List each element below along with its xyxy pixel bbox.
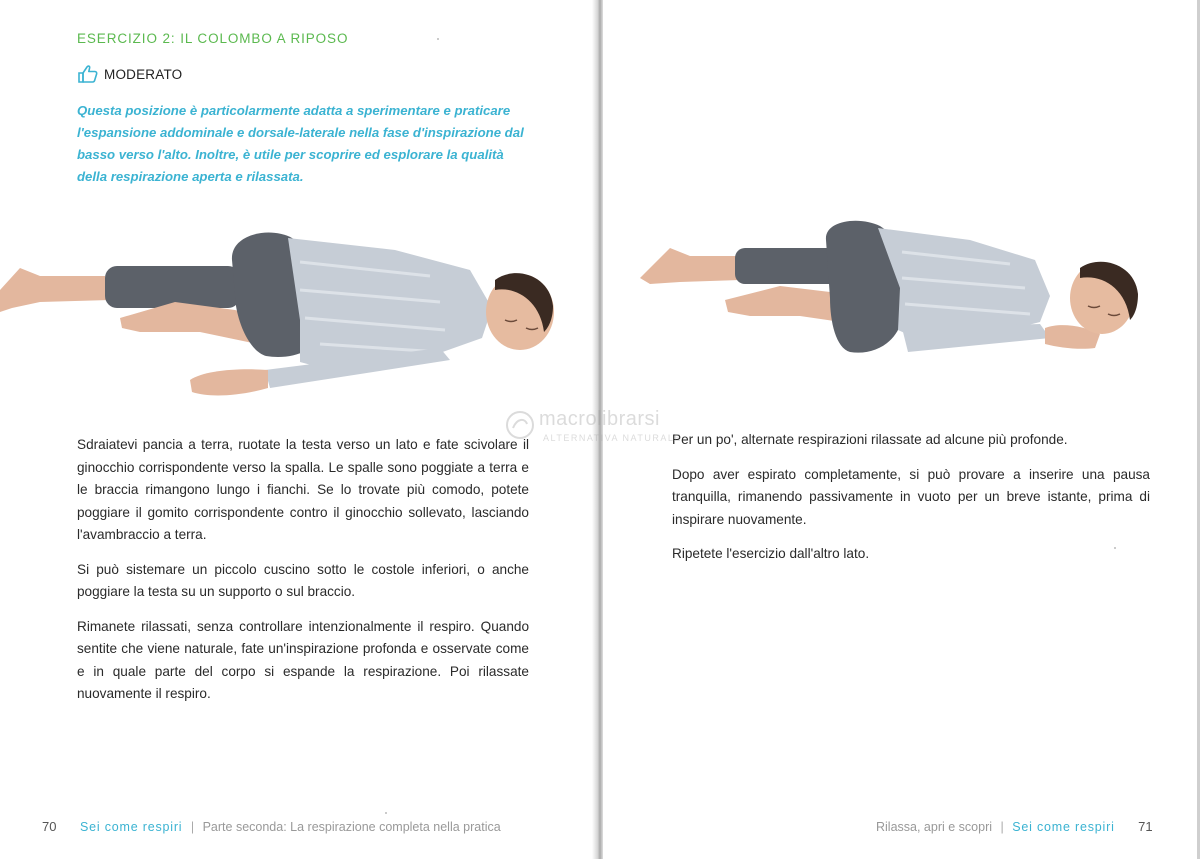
page-number: 71	[1138, 819, 1153, 834]
page-number: 70	[42, 819, 57, 834]
footer-left	[42, 819, 501, 834]
paper-speck	[437, 38, 439, 40]
book-title: Sei come respiri	[1012, 820, 1115, 834]
footer-separator: |	[1000, 820, 1004, 834]
footer-right	[876, 819, 1153, 834]
watermark-name: macrolibrarsi	[539, 408, 660, 430]
body-paragraph: Rimanete rilassati, senza controllare intenzionalmente il respiro. Quando sentite che viene naturale, fate un'inspirazione profonda e osservate come e in quale parte del corpo si espande la respirazione. Poi rilassate nuovamente il respiro.	[77, 618, 529, 701]
body-paragraph: Ripetete l'esercizio dall'altro lato.	[672, 546, 870, 561]
chapter-title: Rilassa, apri e scopri	[876, 820, 993, 834]
body-paragraph: Dopo aver espirato completamente, si può provare a inserire una pausa tranquilla, rimanendo passivamente in vuoto per un breve istante, prima di inspirare nuovamente.	[672, 466, 1150, 527]
intro-paragraph: Questa posizione è particolarmente adatta a sperimentare e praticare l'espansione addominale e dorsale-laterale nella fase d'inspirazione dal basso verso l'alto. Inoltre, è utile per scoprire ed esplorare la qualità della respirazione aperta e rilassata.	[77, 103, 524, 184]
book-title: Sei come respiri	[79, 820, 183, 834]
watermark	[497, 408, 727, 448]
difficulty-level	[77, 64, 182, 84]
section-title: ESERCIZIO 2: IL COLOMBO A RIPOSO	[77, 31, 349, 46]
right-body-text	[672, 429, 1150, 578]
body-paragraph: Si può sistemare un piccolo cuscino sotto le costole inferiori, o anche poggiare la testa su un supporto o sul braccio.	[77, 561, 529, 599]
body-paragraph: Per un po', alternate respirazioni rilassate ad alcune più profonde.	[672, 432, 1068, 447]
watermark-logo-icon	[505, 410, 535, 440]
part-title: Parte seconda: La respirazione completa nella pratica	[202, 820, 501, 834]
footer-separator: |	[190, 820, 195, 834]
paper-speck	[1114, 547, 1116, 549]
watermark-tagline: ALTERNATIVA NATURALE	[543, 433, 682, 443]
thumbs-up-icon	[77, 64, 99, 84]
left-body-text	[77, 434, 529, 718]
difficulty-label: MODERATO	[104, 66, 183, 82]
exercise-photo-left	[0, 220, 560, 410]
exercise-photo-right	[640, 218, 1160, 388]
body-paragraph: Sdraiatevi pancia a terra, ruotate la testa verso un lato e fate scivolare il ginocchio corrispondente verso la spalla. Le spalle sono poggiate a terra e le braccia rimangono lungo i fianchi. Se lo trovate più comodo, potete poggiare il gomito corrispondente contro il ginocchio sollevato, lasciando l'avambraccio a terra.	[77, 437, 529, 542]
paper-speck	[385, 812, 387, 814]
